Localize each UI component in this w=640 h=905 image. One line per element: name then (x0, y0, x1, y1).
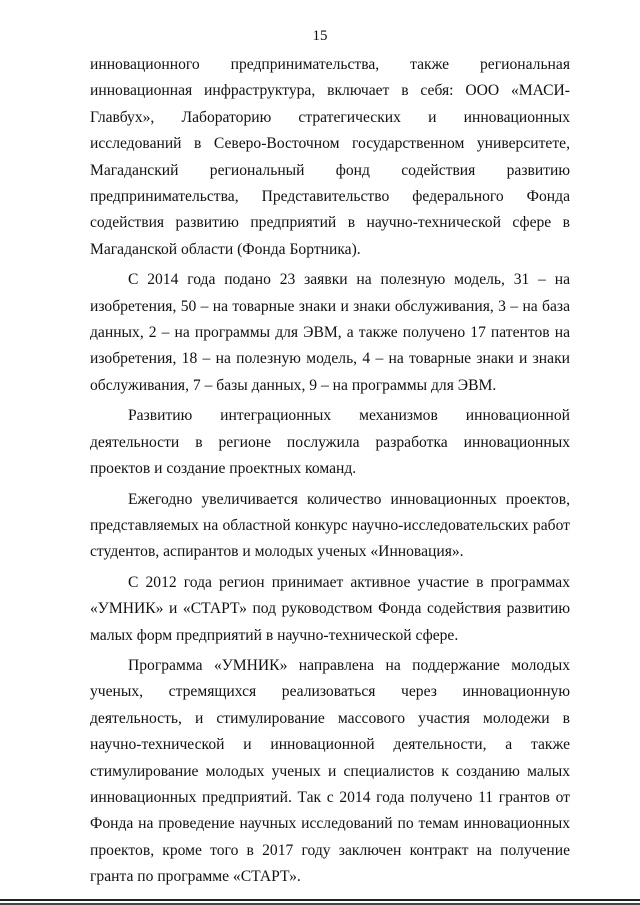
page-bottom-edge (0, 899, 640, 901)
paragraph-continuation: инновационного предпринимательства, также региональная инновационная инфраструктура, включает в себя: ООО «МАСИ-Главбух», Лабораторию стратегических и инновационных исследований в Северо-Восточном государственном университете, Магаданский региональный фонд содействия развитию предпринимательства, Представительство федерального Фонда содействия развитию предприятий в научно-технической сфере в Магаданской области (Фонда Бортника). (90, 56, 570, 258)
page-number: 15 (312, 28, 328, 44)
paragraph-integration: Развитию интеграционных механизмов инновационной деятельности в регионе послужила разработка инновационных проектов и создание проектных команд. (90, 407, 570, 478)
paragraph-contest: Ежегодно увеличивается количество инновационных проектов, представляемых на областной конкурс научно-исследовательских работ студентов, аспирантов и молодых ученых «Инновация». (90, 490, 570, 561)
paragraph-applications: С 2014 года подано 23 заявки на полезную модель, 31 – на изобретения, 50 – на товарные знаки и знаки обслуживания, 3 – на база данных, 2 – на программы для ЭВМ, а также получено 17 патентов на изобретения, 18 – на полезную модель, 4 – на товарные знаки и знаки обслуживания, 7 – базы данных, 9 – на программы для ЭВМ. (90, 271, 570, 394)
paragraph-programs: С 2012 года регион принимает активное участие в программах «УМНИК» и «СТАРТ» под руководством Фонда содействия развитию малых форм предприятий в научно-технической сфере. (90, 573, 570, 644)
document-body (90, 52, 570, 891)
paragraph-umnik: Программа «УМНИК» направлена на поддержание молодых ученых, стремящихся реализоваться через инновационную деятельность, и стимулирование массового участия молодежи в научно-технической и инновационной деятельности, а также стимулирование молодых ученых и специалистов к созданию малых инновационных предприятий. Так с 2014 года получено 11 грантов от Фонда на проведение научных исследований по темам инновационных проектов, кроме того в 2017 году заключен контракт на получение гранта по программе «СТАРТ». (90, 656, 570, 886)
